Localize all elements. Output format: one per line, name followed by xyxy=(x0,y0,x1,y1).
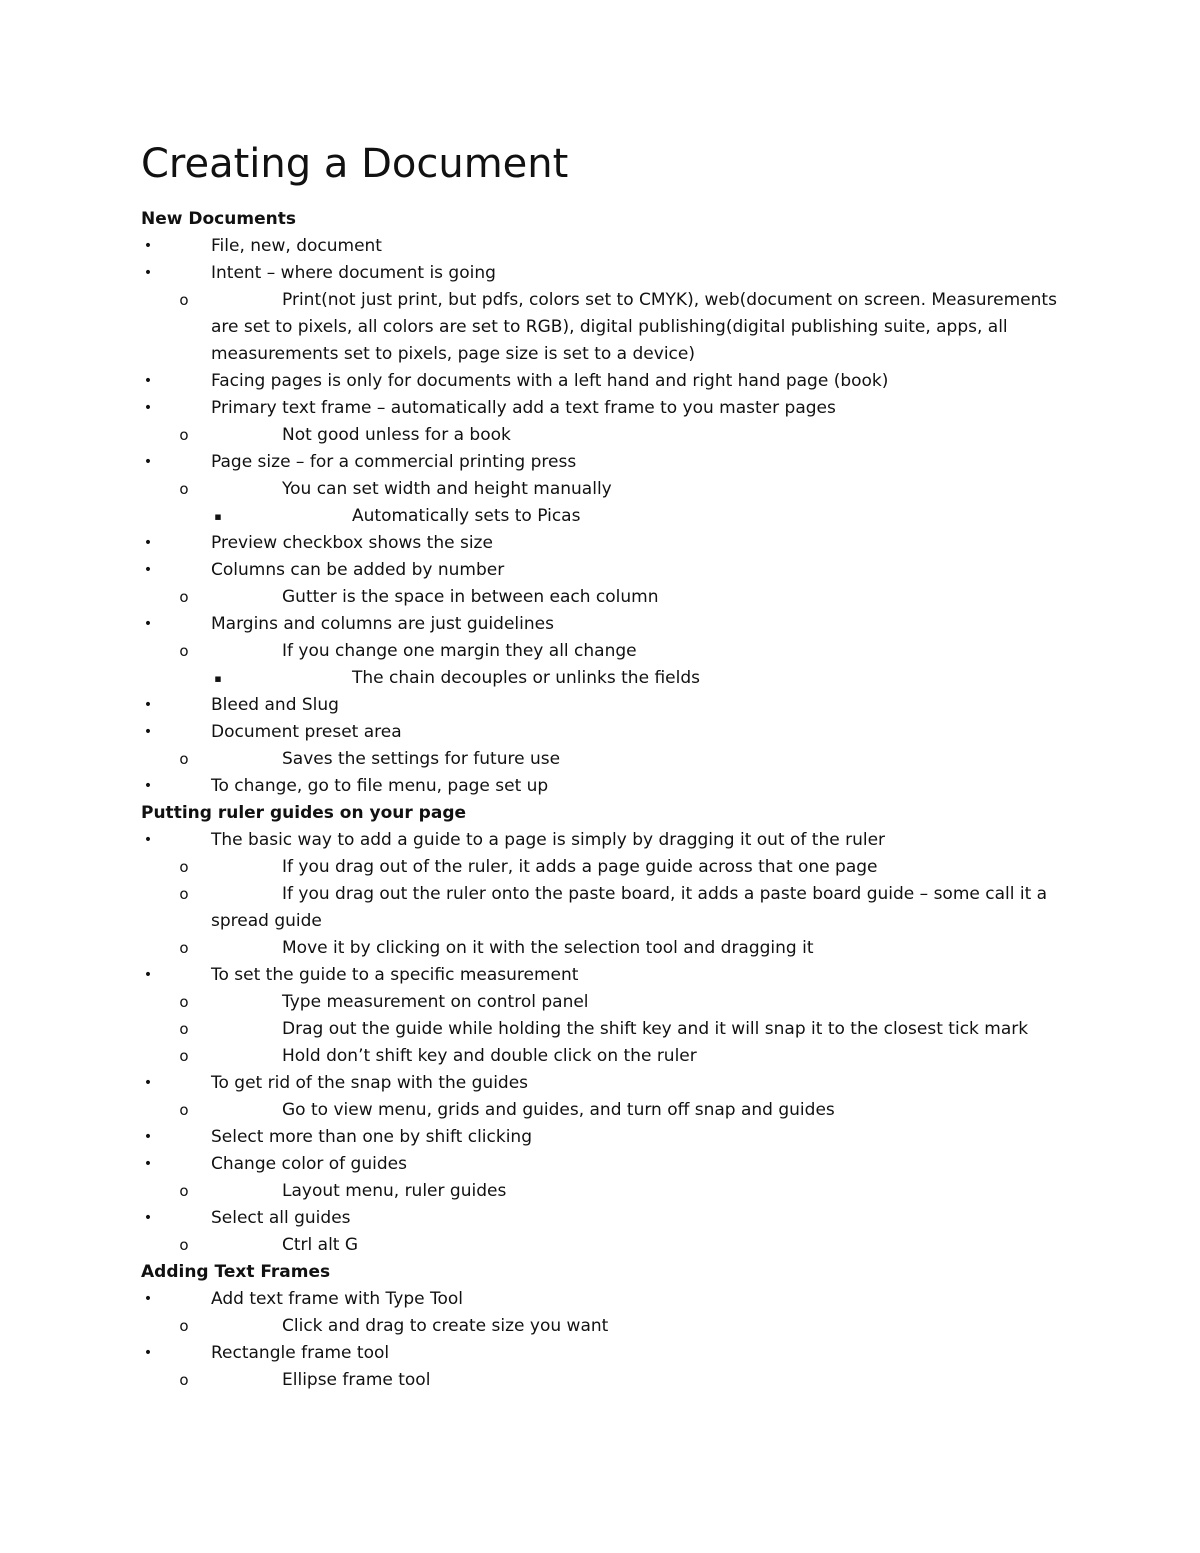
circle-bullet-icon: o xyxy=(179,1047,189,1065)
list-item-text: Ellipse frame tool xyxy=(282,1370,431,1390)
list-item xyxy=(141,1232,1061,1259)
square-bullet-icon: ▪ xyxy=(214,672,222,685)
list-item xyxy=(141,827,1061,854)
document-body xyxy=(141,206,1061,1394)
list-item-text: Gutter is the space in between each column xyxy=(282,587,659,607)
page-title: Creating a Document xyxy=(141,141,569,187)
list-item xyxy=(141,503,1061,530)
list-item-text: Add text frame with Type Tool xyxy=(211,1289,464,1309)
list-item xyxy=(141,1097,1061,1124)
list-item-text: Go to view menu, grids and guides, and turn off snap and guides xyxy=(282,1100,835,1120)
list-item xyxy=(141,395,1061,422)
square-bullet-icon: ▪ xyxy=(214,510,222,523)
circle-bullet-icon: o xyxy=(179,1020,189,1038)
list-item-text: The chain decouples or unlinks the fields xyxy=(352,668,700,688)
bullet-icon: • xyxy=(143,1075,153,1091)
list-item xyxy=(141,1205,1061,1232)
list-item-text: If you drag out of the ruler, it adds a page guide across that one page xyxy=(282,857,878,877)
list-item-text: To change, go to file menu, page set up xyxy=(211,776,549,796)
list-item xyxy=(141,1124,1061,1151)
circle-bullet-icon: o xyxy=(179,426,189,444)
list-item-text: Bleed and Slug xyxy=(211,695,339,715)
list-item-text: Move it by clicking on it with the selection tool and dragging it xyxy=(282,938,814,958)
list-item-text: Click and drag to create size you want xyxy=(282,1316,609,1336)
circle-bullet-icon: o xyxy=(179,291,189,309)
circle-bullet-icon: o xyxy=(179,642,189,660)
list-item xyxy=(141,584,1061,611)
list-item-text: Intent – where document is going xyxy=(211,263,496,283)
bullet-icon: • xyxy=(143,697,153,713)
list-item-text: Select all guides xyxy=(211,1208,351,1228)
bullet-icon: • xyxy=(143,1210,153,1226)
bullet-icon: • xyxy=(143,778,153,794)
bullet-icon: • xyxy=(143,967,153,983)
list-item-text: Drag out the guide while holding the shift key and it will snap it to the closest tick mark xyxy=(282,1019,1029,1039)
list-item-text: Not good unless for a book xyxy=(282,425,511,445)
list-item-text: Type measurement on control panel xyxy=(282,992,589,1012)
circle-bullet-icon: o xyxy=(179,858,189,876)
list-item-text: If you drag out the ruler onto the paste board, it adds a paste board guide – some call it a spread guide xyxy=(211,884,1048,931)
list-item xyxy=(141,476,1061,503)
list-item-text: Ctrl alt G xyxy=(282,1235,359,1255)
list-item-text: Print(not just print, but pdfs, colors set to CMYK), web(document on screen. Measurements are set to pixels, all colors are set to RGB), digital publishing(digital publishing suite, apps, all measurements set to pixels, page size is set to a device) xyxy=(211,290,1057,364)
bullet-icon: • xyxy=(143,373,153,389)
bullet-icon: • xyxy=(143,1291,153,1307)
list-item xyxy=(141,260,1061,287)
bullet-icon: • xyxy=(143,265,153,281)
list-item-text: The basic way to add a guide to a page is simply by dragging it out of the ruler xyxy=(211,830,886,850)
circle-bullet-icon: o xyxy=(179,588,189,606)
list-item xyxy=(141,1367,1061,1394)
list-item-text: To set the guide to a specific measurement xyxy=(211,965,579,985)
circle-bullet-icon: o xyxy=(179,1182,189,1200)
list-item-text: Hold don’t shift key and double click on the ruler xyxy=(282,1046,697,1066)
list-item xyxy=(141,854,1061,881)
list-item-text: Page size – for a commercial printing press xyxy=(211,452,577,472)
list-item xyxy=(141,1313,1061,1340)
bullet-icon: • xyxy=(143,1345,153,1361)
list-item-text: Document preset area xyxy=(211,722,402,742)
list-item xyxy=(141,368,1061,395)
circle-bullet-icon: o xyxy=(179,480,189,498)
list-item-text: Change color of guides xyxy=(211,1154,407,1174)
list-item-text: Saves the settings for future use xyxy=(282,749,561,769)
list-item xyxy=(141,773,1061,800)
circle-bullet-icon: o xyxy=(179,750,189,768)
list-item xyxy=(141,638,1061,665)
list-item xyxy=(141,1070,1061,1097)
list-item-text: Rectangle frame tool xyxy=(211,1343,390,1363)
circle-bullet-icon: o xyxy=(179,993,189,1011)
list-item xyxy=(141,449,1061,476)
circle-bullet-icon: o xyxy=(179,939,189,957)
list-item-text: To get rid of the snap with the guides xyxy=(211,1073,529,1093)
list-item-text: Facing pages is only for documents with a left hand and right hand page (book) xyxy=(211,371,889,391)
list-item-text: Columns can be added by number xyxy=(211,560,505,580)
list-item xyxy=(141,557,1061,584)
bullet-icon: • xyxy=(143,238,153,254)
bullet-icon: • xyxy=(143,454,153,470)
bullet-icon: • xyxy=(143,1156,153,1172)
bullet-icon: • xyxy=(143,832,153,848)
list-item xyxy=(141,1286,1061,1313)
list-item-text: Primary text frame – automatically add a text frame to you master pages xyxy=(211,398,836,418)
list-item xyxy=(141,719,1061,746)
list-item xyxy=(141,881,1061,935)
list-item xyxy=(141,287,1061,368)
bullet-icon: • xyxy=(143,400,153,416)
list-item xyxy=(141,1178,1061,1205)
section-heading: Putting ruler guides on your page xyxy=(141,803,467,823)
list-item-text: You can set width and height manually xyxy=(282,479,612,499)
list-item xyxy=(141,746,1061,773)
list-item xyxy=(141,989,1061,1016)
list-item-text: Automatically sets to Picas xyxy=(352,506,581,526)
list-item xyxy=(141,1340,1061,1367)
list-item xyxy=(141,665,1061,692)
list-item-text: Select more than one by shift clicking xyxy=(211,1127,532,1147)
circle-bullet-icon: o xyxy=(179,885,189,903)
bullet-icon: • xyxy=(143,616,153,632)
circle-bullet-icon: o xyxy=(179,1236,189,1254)
list-item-text: File, new, document xyxy=(211,236,382,256)
list-item xyxy=(141,1043,1061,1070)
list-item-text: Margins and columns are just guidelines xyxy=(211,614,554,634)
bullet-icon: • xyxy=(143,535,153,551)
section-heading: Adding Text Frames xyxy=(141,1262,331,1282)
list-item-text: Preview checkbox shows the size xyxy=(211,533,493,553)
list-item xyxy=(141,611,1061,638)
list-item xyxy=(141,962,1061,989)
list-item xyxy=(141,935,1061,962)
bullet-icon: • xyxy=(143,724,153,740)
list-item xyxy=(141,692,1061,719)
list-item-text: If you change one margin they all change xyxy=(282,641,637,661)
list-item-text: Layout menu, ruler guides xyxy=(282,1181,507,1201)
circle-bullet-icon: o xyxy=(179,1101,189,1119)
list-item xyxy=(141,530,1061,557)
circle-bullet-icon: o xyxy=(179,1371,189,1389)
list-item xyxy=(141,233,1061,260)
list-item xyxy=(141,1151,1061,1178)
circle-bullet-icon: o xyxy=(179,1317,189,1335)
list-item xyxy=(141,1016,1061,1043)
bullet-icon: • xyxy=(143,1129,153,1145)
bullet-icon: • xyxy=(143,562,153,578)
section-heading: New Documents xyxy=(141,209,296,229)
list-item xyxy=(141,422,1061,449)
